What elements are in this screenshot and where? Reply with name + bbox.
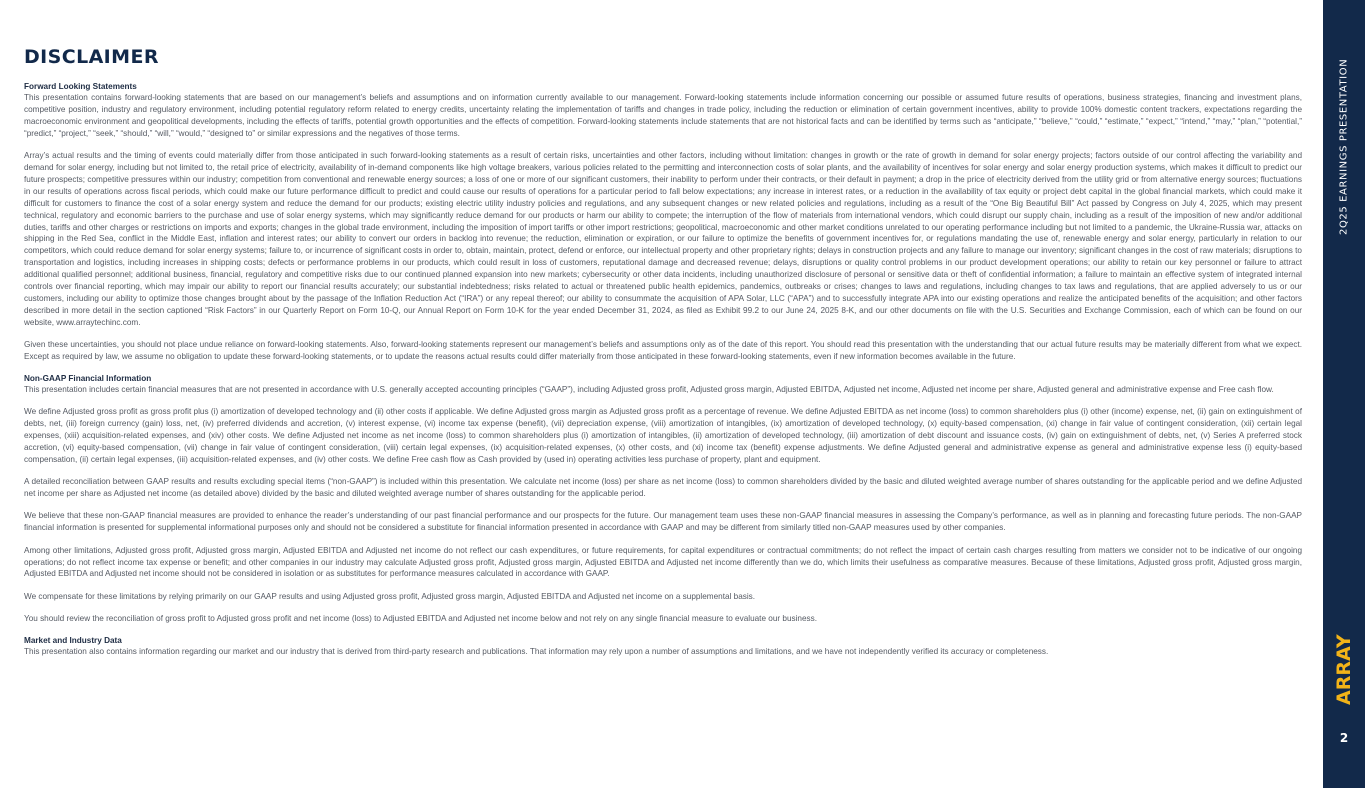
paragraph: Among other limitations, Adjusted gross profit, Adjusted gross margin, Adjusted EBITDA and Adjusted net income do not reflect our cash expenditures, or future requirements, for capital expenditures or contractual commitments; do not reflect the impact of certain cash charges resulting from matters we consider not to be indicative of our ongoing operations; do not reflect income tax expense or benefit; and other companies in our industry may calculate Adjusted gross profit, Adjusted gross margin, Adjusted EBITDA and Adjusted net income differently than we do, which limits their usefulness as comparative measures. Because of these limitations, Adjusted gross profit, Adjusted gross margin, Adjusted EBITDA and Adjusted net income should not be considered in isolation or as substitutes for performance measures calculated in accordance with GAAP. [24, 545, 1302, 579]
paragraph: You should review the reconciliation of gross profit to Adjusted gross profit and net income (loss) to Adjusted EBITDA and Adjusted net income below and not rely on any single financial measure to evaluate our business. [24, 614, 817, 624]
paragraph: This presentation also contains information regarding our market and our industry that is derived from third-party research and publications. That information may rely upon a number of assumptions and limitations, and we have not independently verified its accuracy or completeness. [24, 646, 1049, 656]
section-non-gaap [24, 374, 1302, 626]
presentation-title: 2Q25 EARNINGS PRESENTATION [1338, 58, 1350, 236]
section-market-data [24, 636, 1302, 658]
section-heading: Market and Industry Data [24, 635, 122, 645]
page-title: DISCLAIMER [24, 46, 159, 68]
section-forward-looking [24, 82, 1302, 363]
array-logo: ARRAY [1333, 634, 1355, 705]
paragraph: This presentation contains forward-looking statements that are based on our management’s beliefs and assumptions and on information currently available to our management. Forward-looking statements include information concerning our possible or assumed future results of operations, business strategies, financing and investment plans, competitive position, industry and regulatory environment, including potential regulatory reform related to energy credits, uncertainty relating the implementation of tariffs and changes in trade policy, including the reduction or elimination of certain government incentives, ability to provide 100% domestic content trackers, expectations regarding the macroeconomic environment and geopolitical developments, including the effects of tariffs, potential growth opportunities and the effects of competition. Forward-looking statements include statements that are not historical facts and can be identified by terms such as “anticipate,” “believe,” “could,” “estimate,” “expect,” “intend,” “may,” “plan,” “potential,” “predict,” “project,” “seek,” “should,” “will,” “would,” “designed to” or similar expressions and the negatives of those terms. [24, 93, 1302, 138]
disclaimer-content [24, 46, 1302, 668]
section-heading: Non-GAAP Financial Information [24, 373, 152, 383]
paragraph: We compensate for these limitations by relying primarily on our GAAP results and using Adjusted gross profit, Adjusted gross margin, Adjusted EBITDA and Adjusted net income on a supplemental basis. [24, 591, 756, 601]
paragraph: We define Adjusted gross profit as gross profit plus (i) amortization of developed technology and (ii) other costs if applicable. We define Adjusted gross margin as Adjusted gross profit as a percentage of revenue. We define Adjusted EBITDA as net income (loss) to common shareholders plus (i) other (income) expense, net, (ii) gain on extinguishment of debts, net, (iii) foreign currency (gain) loss, net, (iv) preferred dividends and accretion, (v) interest expense, (vi) income tax expense (benefit), (vii) depreciation expense, (viii) amortization of intangibles, (ix) amortization of developed technology, (x) equity-based compensation, (xi) change in fair value of contingent consideration, (xii) certain legal expenses, (xiii) acquisition-related expenses, and (xiv) other costs. We define Adjusted net income as net income (loss) to common shareholders plus (i) amortization of intangibles, (ii) amortization of developed technology, (iii) amortization of debt discount and issuance costs, (iv) gain on extinguishment of debts, net, (v) Series A preferred stock accretion, (vi) equity-based compensation, (vii) change in fair value of contingent consideration, (viii) certain legal expenses, (ix) acquisition-related expenses, (x) other costs, and (xi) income tax (benefit) expense adjustments. We define Adjusted general and administrative expense as general and administrative expense less (i) equity-based compensation, (ii) certain legal expenses, (iii) acquisition-related expenses, and (iv) other costs. We define Free cash flow as Cash provided by (used in) operating activities less purchase of property, plant and equipment. [24, 406, 1302, 464]
sidebar [1323, 0, 1365, 788]
section-heading: Forward Looking Statements [24, 82, 137, 91]
paragraph: A detailed reconciliation between GAAP results and results excluding special items (“non-GAAP”) is included within this presentation. We calculate net income (loss) per share as net income (loss) to common shareholders divided by the basic and diluted weighted average number of shares outstanding for the applicable period and we define Adjusted net income per share as Adjusted net income (as detailed above) divided by the basic and diluted weighted average number of shares outstanding for the applicable period. [24, 476, 1302, 498]
paragraph: Array’s actual results and the timing of events could materially differ from those anticipated in such forward-looking statements as a result of certain risks, uncertainties and other factors, including without limitation: changes in growth or the rate of growth in demand for solar energy projects; factors outside of our control affecting the variability and demand for solar energy, including but not limited to, the retail price of electricity, availability of in-demand components like high voltage breakers, various policies related to the permitting and interconnection costs of solar plants, and the availability of incentives for solar energy and solar energy production systems, which makes it difficult to predict our future prospects; competitive pressures within our industry; competition from conventional and renewable energy sources; a loss of one or more of our significant customers, their inability to perform under their contracts, or their default in payment; a drop in the price of electricity derived from the utility grid or from alternative energy sources; fluctuations in our results of operations across fiscal periods, which could make our future performance difficult to predict and could cause our results of operations for a particular period to fall below expectations; any increase in interest rates, or a reduction in the availability of tax equity or project debt capital in the global financial markets, which could make it difficult for customers to finance the cost of a solar energy system and reduce the demand for our products; existing electric utility industry policies and regulations, and any subsequent changes or new related policies and regulations, including as a result of the “One Big Beautiful Bill” Act passed by Congress on July 4, 2025, which may present technical, regulatory and economic barriers to the purchase and use of solar energy systems, which may significantly reduce demand for our products or harm our ability to compete; the interruption of the flow of materials from international vendors, which could disrupt our supply chain, including as a result of the imposition of new and/or additional duties, tariffs and other charges or restrictions on imports and exports; changes in the global trade environment, including the imposition of import tariffs or other import restrictions; geopolitical, macroeconomic and other market conditions unrelated to our operating performance including but not limited to a pandemic, the Ukraine-Russia war, attacks on shipping in the Red Sea, conflict in the Middle East, inflation and interest rates; our ability to convert our orders in backlog into revenue; the reduction, elimination or expiration, or our failure to optimize the benefits of government incentives for, or regulations mandating the use of, renewable energy and solar energy, particularly in relation to our competitors, which could reduce demand for solar energy systems; failure to, or incurrence of significant costs in order to, obtain, maintain, protect, defend or enforce, our intellectual property and other proprietary rights; delays in construction projects and any failure to manage our inventory; significant changes in the cost of raw materials; disruptions to transportation and logistics, including increases in shipping costs; defects or performance problems in our products, which could result in loss of customers, reputational damage and decreased revenue; delays, disruptions or quality control problems in our product development operations; our ability to retain our key personnel or failure to attract additional qualified personnel; additional business, financial, regulatory and competitive risks due to our continued planned expansion into new markets; cybersecurity or other data incidents, including unauthorized disclosure of personal or sensitive data or theft of confidential information; a failure to maintain an effective system of integrated internal controls over financial reporting, which may impair our ability to report our financial results accurately; our substantial indebtedness; risks related to actual or threatened public health epidemics, pandemics, outbreaks or crises; changes to laws and regulations, including changes to tax laws and regulations, that are applied adversely to us or our customers, including our ability to optimize those changes brought about by the passage of the Inflation Reduction Act (“IRA”) or any repeal thereof; our ability to consummate the acquisition of APA Solar, LLC (“APA”) and to successfully integrate APA into our existing operations and realize the anticipated benefits of the acquisition; and other factors described in more detail in the section captioned “Risk Factors” in our Quarterly Report on Form 10-Q, our Annual Report on Form 10-K for the year ended December 31, 2024, as filed as Exhibit 99.2 to our June 24, 2025 8-K, and our other documents on file with the U.S. Securities and Exchange Commission, each of which can be found on our website, www.arraytechinc.com. [24, 151, 1302, 327]
paragraph: Given these uncertainties, you should not place undue reliance on forward-looking statements. Also, forward-looking statements represent our management’s beliefs and assumptions only as of the date of this report. You should read this presentation with the understanding that our actual future results may be materially different from what we expect. Except as required by law, we assume no obligation to update these forward-looking statements, or to update the reasons actual results could differ materially from those anticipated in these forward-looking statements, even if new information becomes available in the future. [24, 340, 1302, 362]
paragraph: This presentation includes certain financial measures that are not presented in accordance with U.S. generally accepted accounting principles (“GAAP”), including Adjusted gross profit, Adjusted gross margin, Adjusted EBITDA, Adjusted net income, Adjusted net income per share, Adjusted general and administrative expense and Free cash flow. [24, 384, 1274, 394]
page-number: 2 [1339, 731, 1349, 745]
paragraph: We believe that these non-GAAP financial measures are provided to enhance the reader’s understanding of our past financial performance and our prospects for the future. Our management team uses these non-GAAP financial measures in assessing the Company’s performance, as well as in planning and forecasting future periods. The non-GAAP financial information is presented for supplemental informational purposes only and should not be considered a substitute for financial information presented in accordance with GAAP and may be different from similarly titled non-GAAP measures used by other companies. [24, 511, 1302, 533]
